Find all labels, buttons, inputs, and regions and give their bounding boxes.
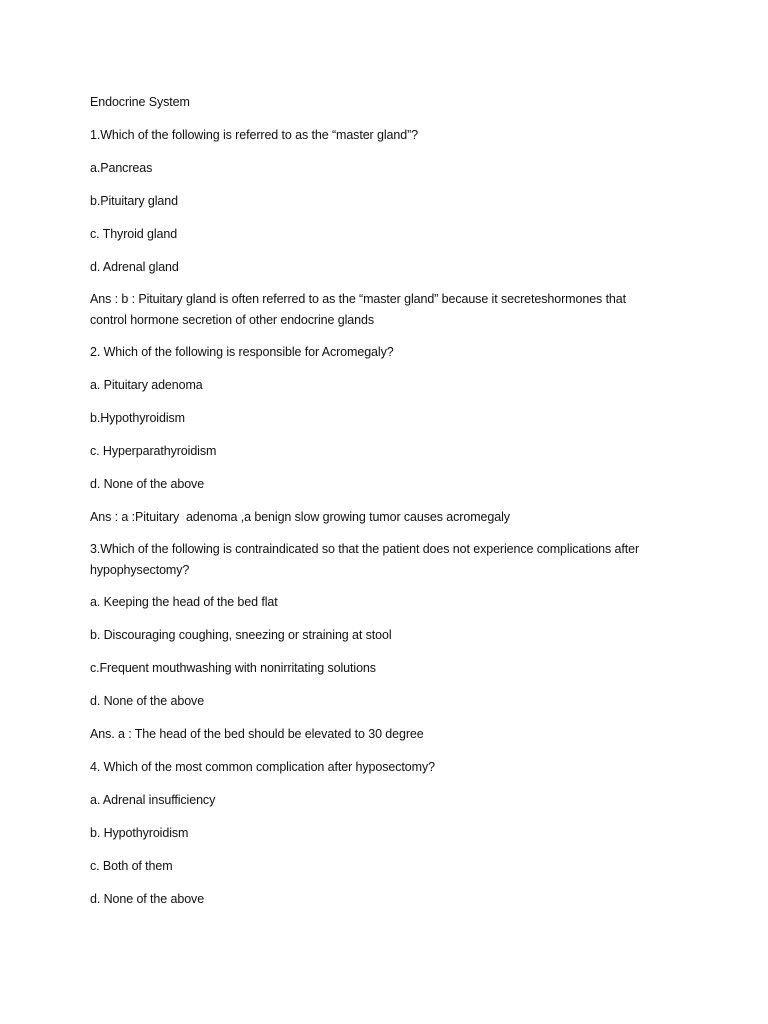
question-4: 4. Which of the most common complication after hyposectomy? [90, 760, 435, 774]
q1-option-c: c. Thyroid gland [90, 227, 178, 241]
question-1: 1.Which of the following is referred to as the “master gland”? [90, 128, 418, 142]
q1-answer-line-1: Ans : b : Pituitary gland is often referred to as the “master gland” because it secreteshormones that [90, 292, 627, 306]
q1-answer-line-2: control hormone secretion of other endocrine glands [90, 313, 374, 327]
q2-answer: Ans : a :Pituitary adenoma ,a benign slow growing tumor causes acromegaly [90, 510, 510, 524]
q2-option-b: b.Hypothyroidism [90, 411, 185, 425]
q4-option-a: a. Adrenal insufficiency [90, 793, 216, 807]
q3-option-b: b. Discouraging coughing, sneezing or straining at stool [90, 628, 392, 642]
q1-option-d: d. Adrenal gland [90, 260, 179, 274]
q3-option-d: d. None of the above [90, 694, 205, 708]
q3-answer: Ans. a : The head of the bed should be elevated to 30 degree [90, 727, 424, 741]
question-2: 2. Which of the following is responsible for Acromegaly? [90, 345, 394, 359]
q2-option-d: d. None of the above [90, 477, 205, 491]
question-3-line-1: 3.Which of the following is contraindicated so that the patient does not experience complications after [90, 542, 640, 556]
q4-option-c: c. Both of them [90, 859, 173, 873]
q3-option-a: a. Keeping the head of the bed flat [90, 595, 278, 609]
q2-option-c: c. Hyperparathyroidism [90, 444, 217, 458]
q4-option-d: d. None of the above [90, 892, 205, 906]
q3-option-c: c.Frequent mouthwashing with nonirritating solutions [90, 661, 376, 675]
question-3-line-2: hypophysectomy? [90, 563, 190, 577]
q1-option-b: b.Pituitary gland [90, 194, 178, 208]
q1-option-a: a.Pancreas [90, 161, 153, 175]
q4-option-b: b. Hypothyroidism [90, 826, 189, 840]
document-title: Endocrine System [90, 95, 190, 109]
q2-option-a: a. Pituitary adenoma [90, 378, 203, 392]
